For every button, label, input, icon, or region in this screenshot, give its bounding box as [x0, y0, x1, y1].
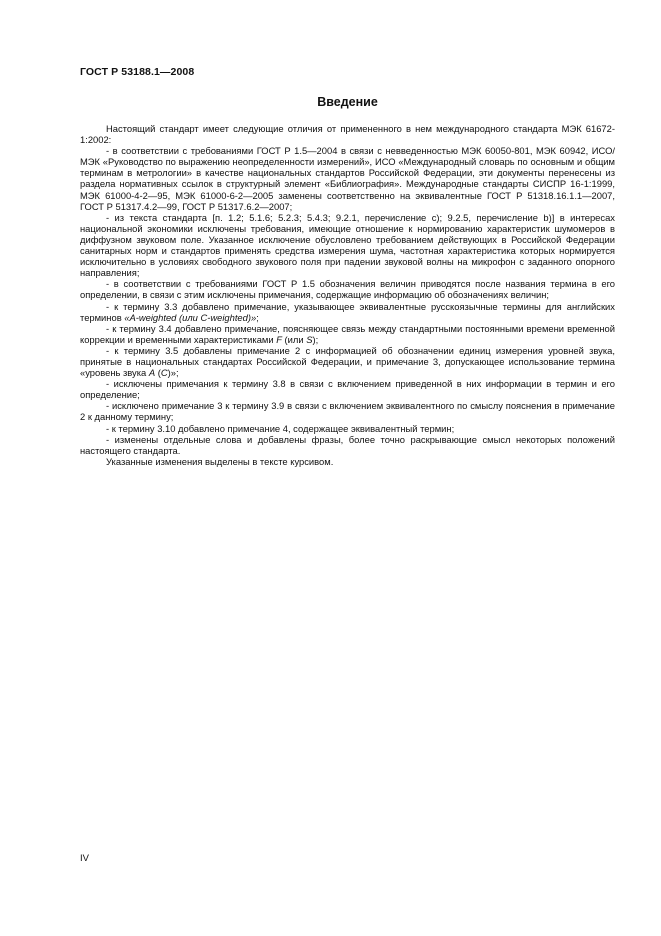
paragraph: [80, 345, 615, 378]
paragraph-text: (: [155, 367, 161, 379]
paragraph-text: - в соответствии с требованиями ГОСТ Р 1.5 обозначения величин приводятся после названия термина в его определении, в связи с этим исключены примечания, содержащие информацию об обозначениях величин;: [80, 278, 615, 301]
paragraph: [80, 378, 615, 400]
italic-text: C: [160, 367, 168, 379]
paragraph: [80, 145, 615, 212]
paragraph: [80, 212, 615, 279]
paragraph-text: )»;: [167, 367, 179, 379]
paragraph-text: );: [312, 333, 319, 345]
italic-text: «A-weighted (или C-weighted)»: [124, 311, 257, 323]
italic-text: S: [306, 333, 313, 345]
italic-text: A: [148, 367, 156, 379]
paragraph-text: - в соответствии с требованиями ГОСТ Р 1.5—2004 в связи с невведенностью МЭК 60050-801, МЭК 60942, ИСО/МЭК «Руководство по выражению неопределенности измерений», ИСО «Международный словарь по основным и общим терминам в метрологии» в качестве национальных стандартов Российской Федерации, эти документы перенесены из раздела нормативных ссылок в структурный элемент «Библиография». Международные стандарты СИСПР 16-1:1999, МЭК 61000-4-2—95, МЭК 61000-6-2—2005 заменены соответственно на эквивалентные ГОСТ Р 51318.16.1.1—2007, ГОСТ Р 51317.4.2—99, ГОСТ Р 51317.6.2—2007;: [80, 145, 615, 212]
section-title: Введение: [317, 95, 378, 109]
paragraph: [80, 278, 615, 300]
paragraph-text: - из текста стандарта [п. 1.2; 5.1.6; 5.2.3; 5.4.3; 9.2.1, перечисление c); 9.2.5, перечисление b)] в интересах национальной экономики исключены требования, имеющие отношение к нормированию характеристик шумомеров в диффузном звуковом поле. Указанное исключение обусловлено требованием действующих в Российской Федерации санитарных норм и стандартов применять средства измерения шума, частотная характеристика которых нормируется исключительно в условиях свободного звукового поля при падении звуковой волны на микрофон с заданного опорного направления;: [80, 211, 615, 279]
paragraph: [80, 123, 615, 145]
paragraph: [80, 323, 615, 345]
paragraph-text: Указанные изменения выделены в тексте курсивом.: [106, 455, 334, 467]
paragraph-text: (или: [281, 333, 307, 345]
paragraph: [80, 423, 615, 434]
paragraph-text: - исключены примечания к термину 3.8 в связи с включением приведенной в них информации в термин и его определение;: [80, 378, 615, 401]
paragraph: [80, 301, 615, 323]
paragraph-text: ;: [256, 311, 259, 323]
paragraph-text: Настоящий стандарт имеет следующие отличия от примененного в нем международного стандарта МЭК 61672-1:2002:: [80, 123, 615, 146]
paragraph: [80, 400, 615, 422]
paragraph-text: - изменены отдельные слова и добавлены фразы, более точно раскрывающие смысл некоторых положений настоящего стандарта.: [80, 433, 615, 456]
paragraph-text: - к термину 3.5 добавлены примечание 2 с информацией об обозначении единиц измерения уровней звука, принятые в национальных стандартах Российской Федерации, и примечание 3, допускающее использование термина «уровень звука: [80, 344, 615, 379]
paragraph-text: - к термину 3.4 добавлено примечание, поясняющее связь между стандартными постоянными времени временной коррекции и временными характеристиками: [80, 322, 615, 345]
paragraph-text: - исключено примечание 3 к термину 3.9 в связи с включением эквивалентного по смыслу пояснения в примечание 2 к данному термину;: [80, 400, 615, 423]
paragraph: [80, 434, 615, 456]
body-text: [80, 123, 615, 467]
italic-text: F: [276, 333, 282, 345]
page-number: IV: [80, 853, 89, 864]
paragraph-text: - к термину 3.10 добавлено примечание 4, содержащее эквивалентный термин;: [106, 422, 455, 434]
paragraph-text: - к термину 3.3 добавлено примечание, указывающее эквивалентные русскоязычные термины для английских терминов: [80, 300, 615, 323]
paragraph: [80, 456, 615, 467]
document-header: ГОСТ Р 53188.1—2008: [80, 66, 195, 78]
